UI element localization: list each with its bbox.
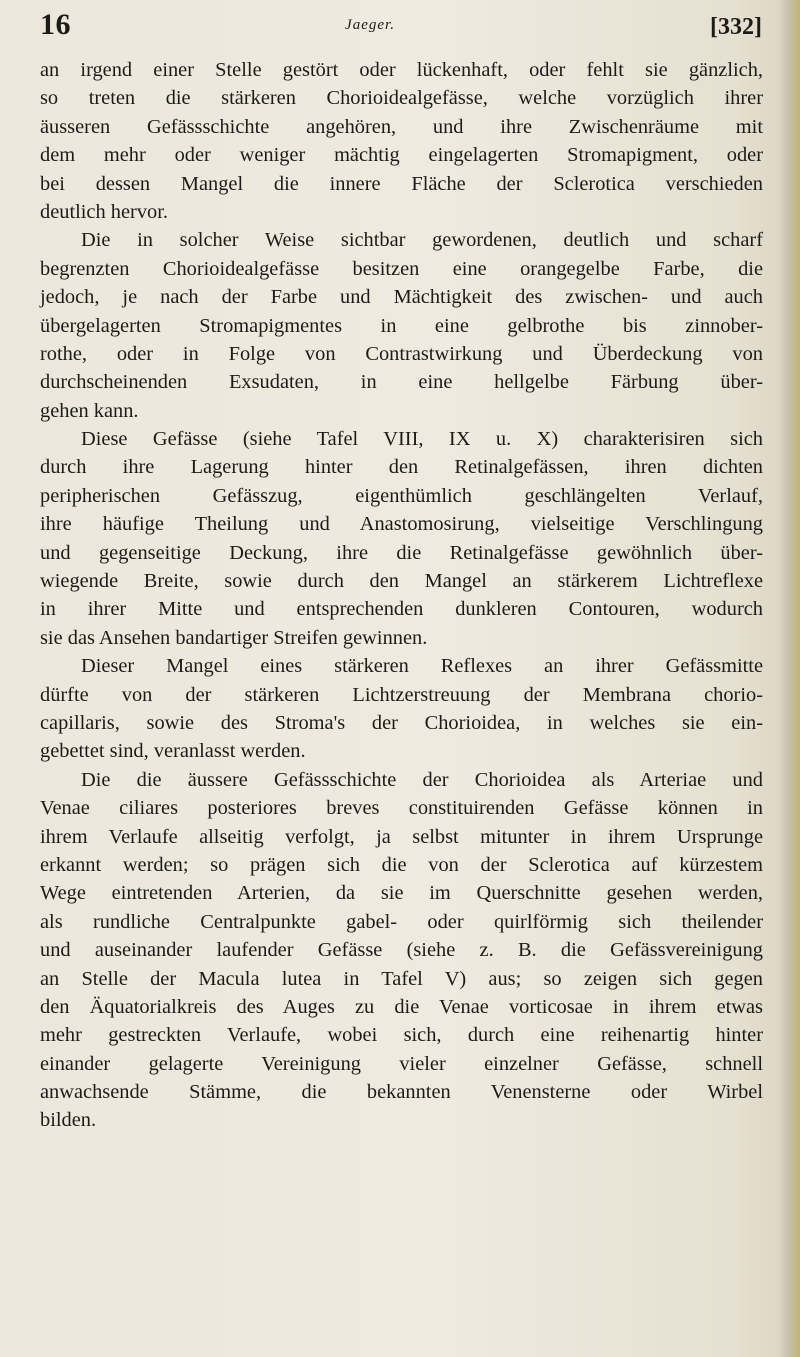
text-line: den Äquatorialkreis des Auges zu die Venae vorticosae in ihrem etwas bbox=[40, 995, 763, 1018]
text-line: Die in solcher Weise sichtbar gewordenen, deutlich und scharf bbox=[81, 229, 763, 252]
text-line: durchscheinenden Exsudaten, in eine hellgelbe Färbung über- bbox=[40, 371, 763, 394]
text-line: Dieser Mangel eines stärkeren Reflexes an ihrer Gefässmitte bbox=[81, 655, 763, 678]
text-line: ihrem Verlaufe allseitig verfolgt, ja selbst mitunter in ihrem Ursprunge bbox=[40, 825, 763, 848]
text-line: peripherischen Gefässzug, eigenthümlich geschlängelten Verlauf, bbox=[40, 484, 763, 507]
text-line: an Stelle der Macula lutea in Tafel V) aus; so zeigen sich gegen bbox=[40, 967, 763, 990]
paragraph bbox=[40, 425, 763, 652]
text-line: bei dessen Mangel die innere Fläche der Sclerotica verschieden bbox=[40, 172, 763, 195]
text-line: jedoch, je nach der Farbe und Mächtigkeit des zwischen- und auch bbox=[40, 286, 763, 309]
text-line: so treten die stärkeren Chorioidealgefässe, welche vorzüglich ihrer bbox=[40, 87, 763, 110]
text-line: Venae ciliares posteriores breves constituirenden Gefässe können in bbox=[40, 797, 763, 820]
paragraph bbox=[40, 766, 763, 1135]
page-number: 16 bbox=[40, 8, 71, 41]
text-line: begrenzten Chorioidealgefässe besitzen eine orangegelbe Farbe, die bbox=[40, 257, 763, 280]
text-line: ihre häufige Theilung und Anastomosirung, vielseitige Verschlingung bbox=[40, 513, 763, 536]
text-line: und auseinander laufender Gefässe (siehe z. B. die Gefässvereinigung bbox=[40, 939, 763, 962]
text-line: und gegenseitige Deckung, ihre die Retinalgefässe gewöhnlich über- bbox=[40, 541, 763, 564]
text-line: bilden. bbox=[40, 1109, 97, 1132]
paragraph bbox=[40, 226, 763, 425]
text-line: mehr gestreckten Verlaufe, wobei sich, durch eine reihenartig hinter bbox=[40, 1024, 763, 1047]
text-line: rothe, oder in Folge von Contrastwirkung und Überdeckung von bbox=[40, 342, 763, 365]
text-line: einander gelagerte Vereinigung vieler einzelner Gefässe, schnell bbox=[40, 1052, 763, 1075]
text-line: gehen kann. bbox=[40, 399, 139, 422]
text-line: äusseren Gefässschichte angehören, und ihre Zwischenräume mit bbox=[40, 115, 763, 138]
body-text bbox=[40, 56, 763, 1135]
text-line: erkannt werden; so prägen sich die von der Sclerotica auf kürzestem bbox=[40, 853, 763, 876]
text-line: in ihrer Mitte und entsprechenden dunkleren Contouren, wodurch bbox=[40, 598, 763, 621]
page-header bbox=[40, 8, 762, 48]
text-line: übergelagerten Stromapigmentes in eine gelbrothe bis zinnober- bbox=[40, 314, 763, 337]
text-line: gebettet sind, veranlasst werden. bbox=[40, 740, 306, 763]
text-line: sie das Ansehen bandartiger Streifen gewinnen. bbox=[40, 626, 428, 649]
text-line: capillaris, sowie des Stroma's der Chorioidea, in welches sie ein- bbox=[40, 711, 763, 734]
paragraph bbox=[40, 56, 763, 226]
text-line: als rundliche Centralpunkte gabel- oder quirlförmig sich theilender bbox=[40, 910, 763, 933]
text-line: anwachsende Stämme, die bekannten Venensterne oder Wirbel bbox=[40, 1081, 763, 1104]
page-edge-shadow bbox=[778, 0, 800, 1357]
text-line: dem mehr oder weniger mächtig eingelagerten Stromapigment, oder bbox=[40, 144, 763, 167]
text-line: Die die äussere Gefässschichte der Chorioidea als Arteriae und bbox=[81, 768, 763, 791]
text-line: durch ihre Lagerung hinter den Retinalgefässen, ihren dichten bbox=[40, 456, 763, 479]
text-line: Diese Gefässe (siehe Tafel VIII, IX u. X) charakterisiren sich bbox=[81, 428, 763, 451]
text-line: deutlich hervor. bbox=[40, 200, 168, 223]
text-line: an irgend einer Stelle gestört oder lückenhaft, oder fehlt sie gänzlich, bbox=[40, 59, 763, 81]
running-head: Jaeger. bbox=[345, 17, 395, 33]
text-line: wiegende Breite, sowie durch den Mangel an stärkerem Lichtreflexe bbox=[40, 570, 763, 593]
text-line: dürfte von der stärkeren Lichtzerstreuung der Membrana chorio- bbox=[40, 683, 763, 706]
section-number: [332] bbox=[710, 14, 762, 40]
text-line: Wege eintretenden Arterien, da sie im Querschnitte gesehen werden, bbox=[40, 882, 763, 905]
paragraph bbox=[40, 652, 763, 766]
